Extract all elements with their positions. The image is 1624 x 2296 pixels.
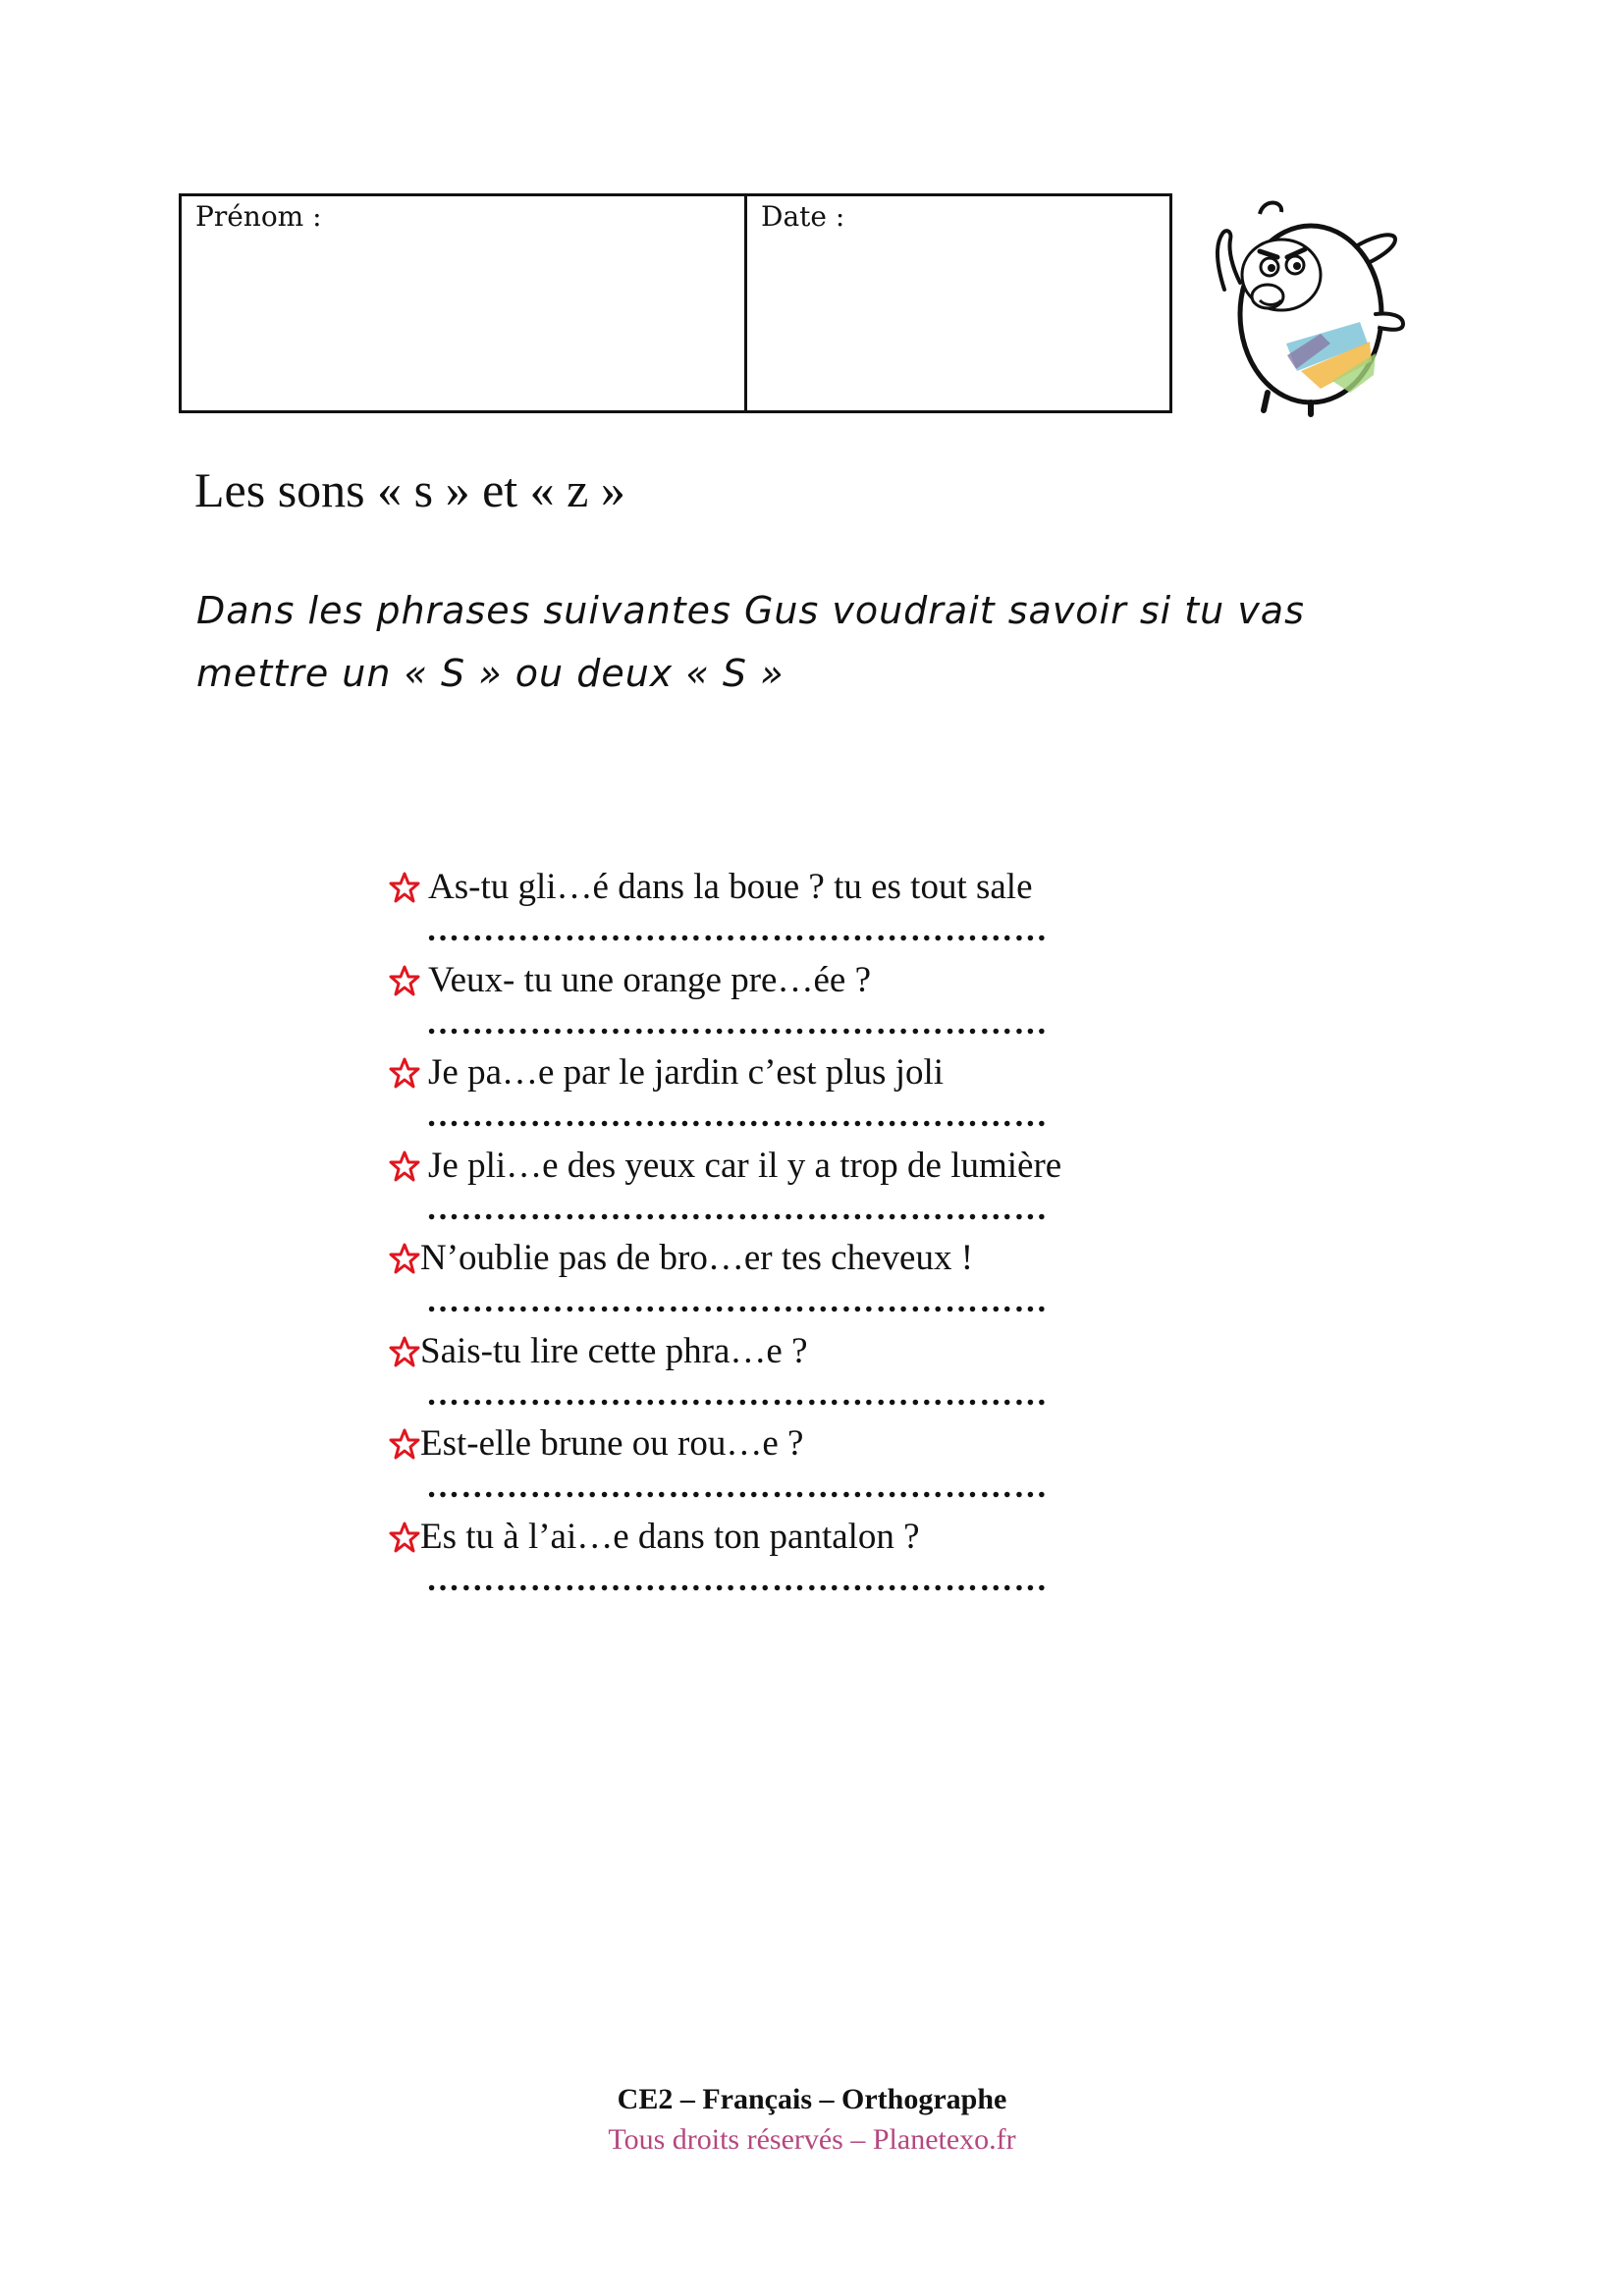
- star-icon: [389, 1057, 420, 1089]
- exercise-sentence: N’oublie pas de bro…er tes cheveux !: [420, 1238, 974, 1278]
- footer-subject: CE2 – Français – Orthographe: [617, 2083, 1007, 2115]
- prenom-field[interactable]: [182, 196, 747, 410]
- prenom-label: Prénom :: [195, 200, 322, 233]
- exercise-sentence: Es tu à l’ai…e dans ton pantalon ?: [420, 1516, 920, 1557]
- footer-copyright-link[interactable]: Tous droits réservés – Planetexo.fr: [608, 2123, 1016, 2156]
- answer-line[interactable]: ………………………………………………: [426, 1283, 1049, 1319]
- exercise-item: [389, 1514, 1233, 1607]
- answer-line[interactable]: ………………………………………………: [426, 1190, 1049, 1227]
- exercise-sentence: As-tu gli…é dans la boue ? tu es tout sale: [428, 867, 1033, 907]
- answer-line[interactable]: ………………………………………………: [426, 1097, 1049, 1134]
- exercise-sentence: Je pa…e par le jardin c’est plus joli: [428, 1052, 945, 1093]
- answer-line[interactable]: ………………………………………………: [426, 1561, 1049, 1598]
- exercise-list: [389, 864, 1233, 1606]
- date-field[interactable]: [747, 196, 1169, 410]
- exercise-sentence: Sais-tu lire cette phra…e ?: [420, 1330, 808, 1371]
- star-icon: [389, 1336, 420, 1367]
- star-icon: [389, 965, 420, 996]
- exercise-item: [389, 1143, 1233, 1236]
- exercise-item: [389, 864, 1233, 957]
- page-title: Les sons « s » et « z »: [194, 462, 625, 517]
- date-label: Date :: [761, 200, 845, 233]
- sheep-mascot-icon: [1203, 196, 1414, 417]
- exercise-item: [389, 1049, 1233, 1143]
- instruction-text: Dans les phrases suivantes Gus voudrait savoir si tu vas mettre un « S » ou deux « S »: [196, 589, 1305, 695]
- star-icon: [389, 1243, 420, 1274]
- answer-line[interactable]: ………………………………………………: [426, 912, 1049, 948]
- exercise-sentence: Est-elle brune ou rou…e ?: [420, 1423, 804, 1464]
- star-icon: [389, 1522, 420, 1553]
- star-icon: [389, 1428, 420, 1460]
- name-date-box: [179, 193, 1172, 413]
- answer-line[interactable]: ………………………………………………: [426, 1004, 1049, 1041]
- star-icon: [389, 872, 420, 903]
- page-footer: [0, 2079, 1624, 2160]
- exercise-item: [389, 957, 1233, 1050]
- star-icon: [389, 1150, 420, 1182]
- exercise-item: [389, 1328, 1233, 1421]
- answer-line[interactable]: ………………………………………………: [426, 1468, 1049, 1505]
- exercise-sentence: Veux- tu une orange pre…ée ?: [428, 959, 871, 1000]
- exercise-sentence: Je pli…e des yeux car il y a trop de lumière: [428, 1145, 1062, 1186]
- exercise-item: [389, 1420, 1233, 1514]
- exercise-item: [389, 1235, 1233, 1328]
- answer-line[interactable]: ………………………………………………: [426, 1375, 1049, 1413]
